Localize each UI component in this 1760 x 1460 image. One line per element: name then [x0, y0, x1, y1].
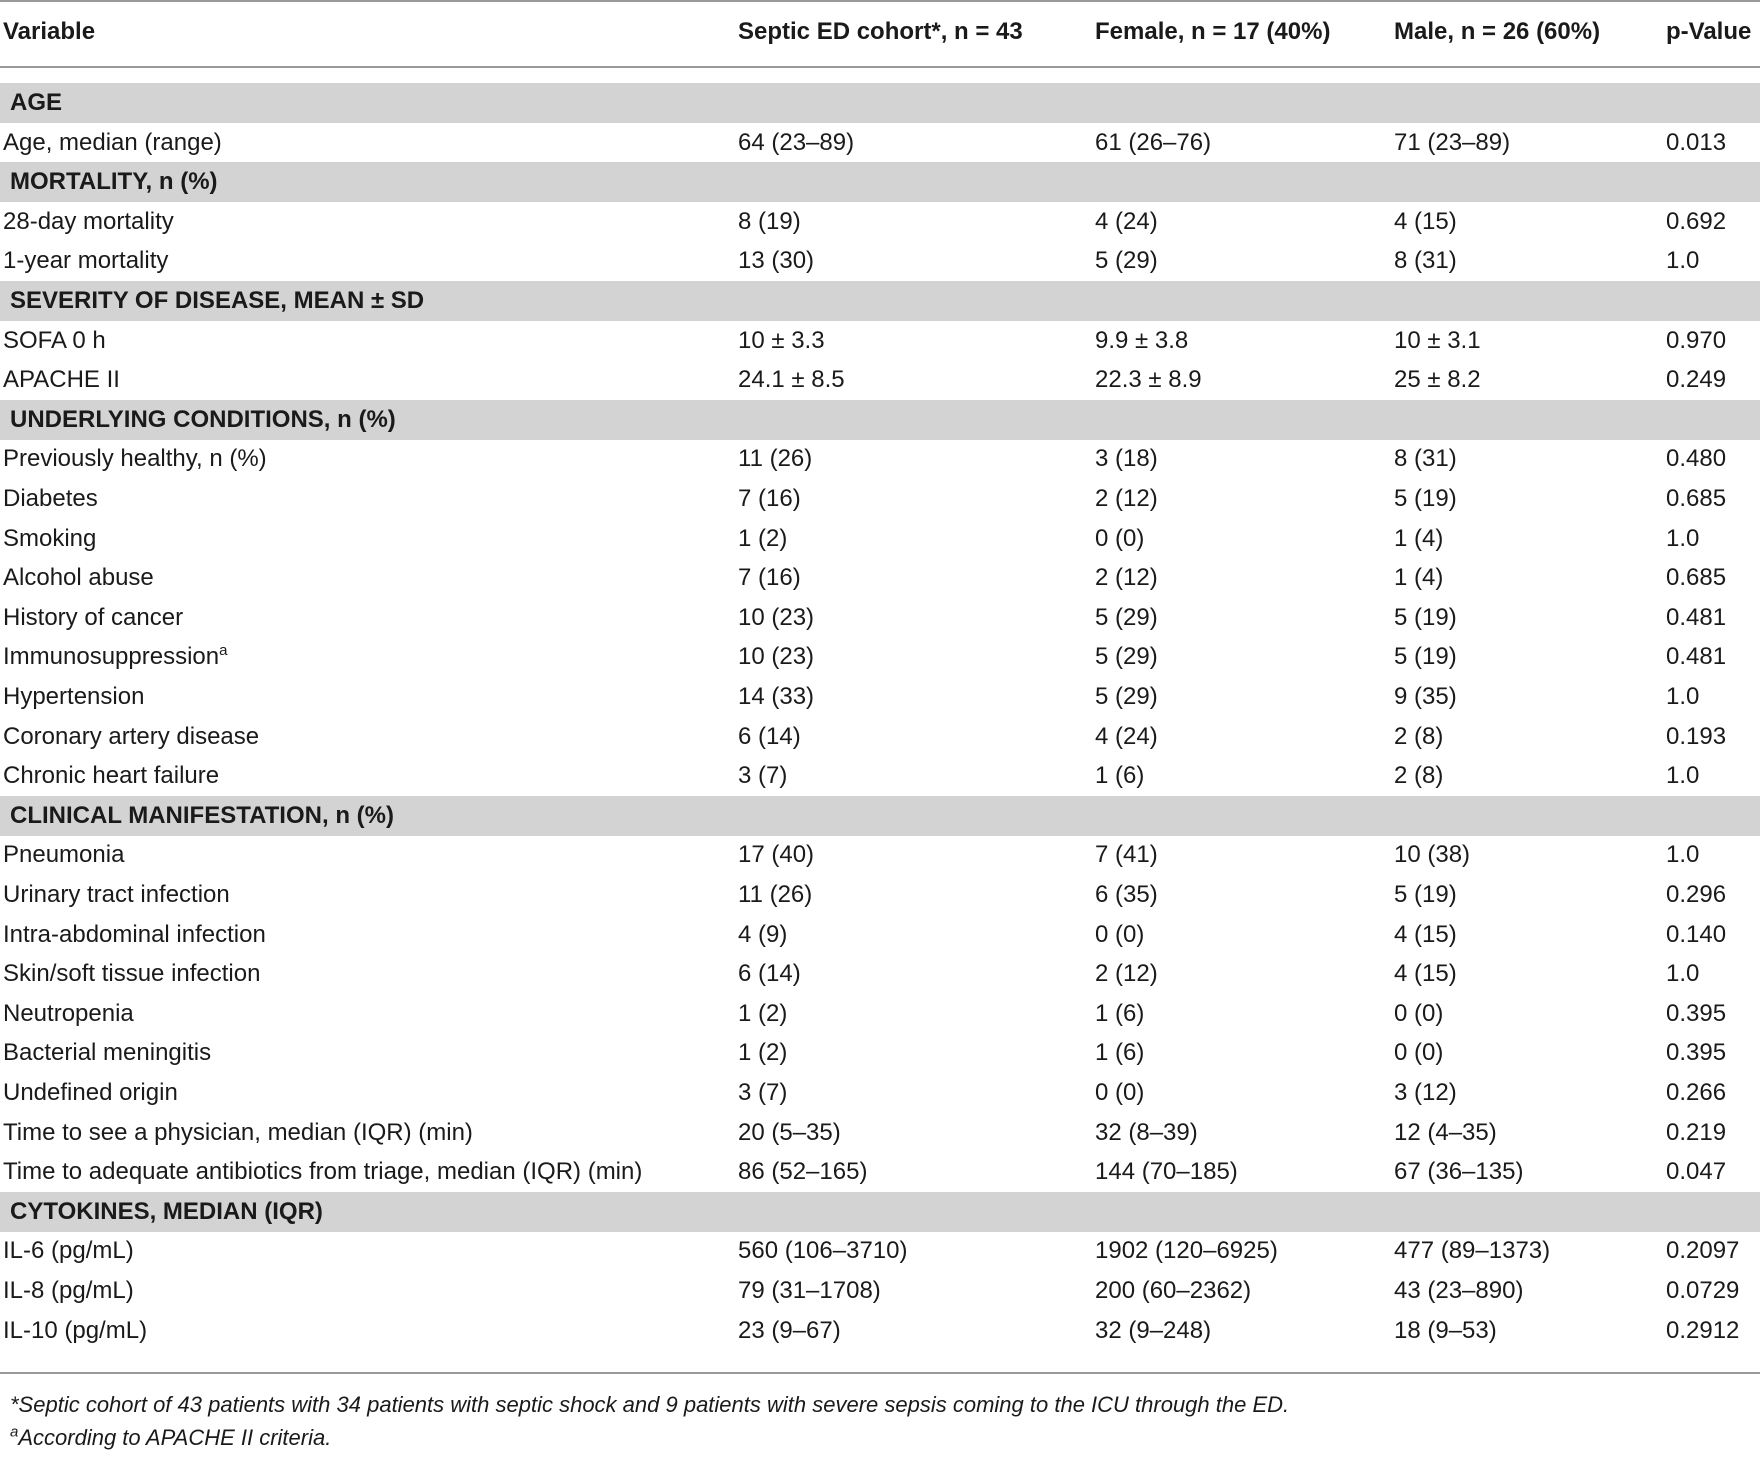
- cell-male: 18 (9–53): [1394, 1316, 1497, 1344]
- cell-variable: Coronary artery disease: [3, 722, 260, 750]
- cell-male: 1 (4): [1394, 524, 1444, 552]
- cell-variable: Skin/soft tissue infection: [3, 960, 261, 988]
- footnote-a-text: According to APACHE II criteria.: [18, 1425, 332, 1450]
- table-row: [0, 1311, 1760, 1351]
- cell-female: 0 (0): [1095, 1079, 1145, 1106]
- section-row: [0, 400, 1760, 440]
- cell-female: 9.9 ± 3.8: [1095, 326, 1189, 354]
- cell-cohort: 11 (26): [738, 445, 813, 473]
- cell-variable: Diabetes: [3, 485, 98, 512]
- cell-cohort: 6 (14): [738, 960, 801, 988]
- cell-male: 4 (15): [1394, 920, 1457, 948]
- cell-p-value: 0.047: [1666, 1158, 1727, 1186]
- bottom-rule: [0, 1372, 1760, 1374]
- cell-female: 3 (18): [1095, 445, 1158, 473]
- cell-male: 10 (38): [1394, 841, 1471, 869]
- cell-p-value: 0.2097: [1666, 1237, 1740, 1265]
- cell-female: 6 (35): [1095, 881, 1158, 908]
- cell-cohort: 1 (2): [738, 524, 788, 552]
- cell-p-value: 1.0: [1666, 683, 1700, 710]
- cell-male: 10 ± 3.1: [1394, 326, 1481, 354]
- cell-male: 0 (0): [1394, 1039, 1444, 1067]
- cell-female: 5 (29): [1095, 603, 1158, 631]
- table-row: [0, 439, 1760, 479]
- cell-variable: Intra-abdominal infection: [3, 920, 266, 948]
- cell-female: 1 (6): [1095, 1039, 1145, 1067]
- cell-male: 8 (31): [1394, 247, 1457, 275]
- cell-male: 5 (19): [1394, 881, 1457, 908]
- table-row: [0, 202, 1760, 242]
- cell-male: 2 (8): [1394, 722, 1444, 750]
- cell-cohort: 10 (23): [738, 603, 815, 631]
- header-variable: Variable: [3, 18, 96, 45]
- table-row: [0, 558, 1760, 598]
- cell-cohort: 79 (31–1708): [738, 1277, 881, 1304]
- section-label: MORTALITY, n (%): [10, 168, 218, 196]
- cell-variable: 1-year mortality: [3, 247, 169, 275]
- cell-female: 5 (29): [1095, 643, 1158, 671]
- cell-variable: Previously healthy, n (%): [3, 445, 267, 473]
- cell-p-value: 0.970: [1666, 326, 1727, 354]
- cell-variable: [3, 637, 227, 677]
- cell-variable: APACHE II: [3, 366, 120, 394]
- section-row: [0, 83, 1760, 123]
- header-rule: [0, 66, 1760, 68]
- cell-variable: Neutropenia: [3, 999, 134, 1027]
- cell-male: 25 ± 8.2: [1394, 366, 1481, 394]
- top-rule: [0, 0, 1760, 2]
- cell-cohort: 8 (19): [738, 207, 801, 235]
- header-p-value: p-Value: [1666, 18, 1752, 45]
- cell-male: 67 (36–135): [1394, 1158, 1524, 1186]
- section-row: [0, 162, 1760, 202]
- cell-cohort: 17 (40): [738, 841, 815, 869]
- cell-male: 0 (0): [1394, 999, 1444, 1027]
- section-label: UNDERLYING CONDITIONS, n (%): [10, 405, 396, 433]
- cell-variable: Urinary tract infection: [3, 881, 230, 908]
- header-male: Male, n = 26 (60%): [1394, 18, 1601, 45]
- cell-female: 4 (24): [1095, 207, 1158, 235]
- cell-variable: SOFA 0 h: [3, 326, 106, 354]
- cell-variable: Smoking: [3, 524, 97, 552]
- cell-cohort: 14 (33): [738, 683, 815, 710]
- section-row: [0, 281, 1760, 321]
- cell-p-value: 0.692: [1666, 207, 1727, 235]
- cell-variable: Time to see a physician, median (IQR) (min): [3, 1118, 473, 1146]
- table-row: [0, 677, 1760, 717]
- cell-p-value: 1.0: [1666, 524, 1700, 552]
- cell-cohort: 6 (14): [738, 722, 801, 750]
- cell-cohort: 3 (7): [738, 762, 788, 790]
- table-row: [0, 519, 1760, 559]
- cell-p-value: 0.266: [1666, 1079, 1727, 1106]
- cell-variable: History of cancer: [3, 603, 184, 631]
- cell-male: 3 (12): [1394, 1079, 1457, 1106]
- cell-p-value: 1.0: [1666, 960, 1700, 988]
- table-row: [0, 321, 1760, 361]
- cell-cohort: 1 (2): [738, 1039, 788, 1067]
- cell-female: 2 (12): [1095, 564, 1158, 592]
- cell-variable: Undefined origin: [3, 1079, 178, 1106]
- cell-cohort: 10 ± 3.3: [738, 326, 825, 354]
- table-row: [0, 241, 1760, 281]
- table-row: [0, 954, 1760, 994]
- cell-p-value: 1.0: [1666, 762, 1700, 790]
- section-label: CLINICAL MANIFESTATION, n (%): [10, 801, 394, 829]
- table-row: [0, 123, 1760, 163]
- cell-p-value: 0.481: [1666, 643, 1727, 671]
- cell-male: 5 (19): [1394, 643, 1457, 671]
- cell-male: 477 (89–1373): [1394, 1237, 1551, 1265]
- cell-variable-text: Immunosuppression: [3, 643, 220, 671]
- section-label: CYTOKINES, MEDIAN (IQR): [10, 1197, 323, 1225]
- cell-p-value: 0.219: [1666, 1118, 1727, 1146]
- cell-p-value: 1.0: [1666, 841, 1700, 869]
- cell-variable: IL-8 (pg/mL): [3, 1277, 134, 1304]
- cell-p-value: 0.0729: [1666, 1277, 1740, 1304]
- cell-cohort: 7 (16): [738, 485, 801, 512]
- cell-p-value: 0.685: [1666, 564, 1727, 592]
- table-row: [0, 994, 1760, 1034]
- header-female: Female, n = 17 (40%): [1095, 18, 1331, 45]
- table-row: [0, 637, 1760, 677]
- cell-cohort: 1 (2): [738, 999, 788, 1027]
- cell-variable: 28-day mortality: [3, 207, 174, 235]
- cell-p-value: 0.395: [1666, 999, 1727, 1027]
- header-septic-cohort: Septic ED cohort*, n = 43: [738, 18, 1023, 45]
- cell-cohort: 11 (26): [738, 881, 813, 908]
- table-row: [0, 479, 1760, 519]
- footnote-marker: a: [219, 642, 228, 660]
- cell-female: 5 (29): [1095, 247, 1158, 275]
- footnote-a-marker: a: [10, 1423, 19, 1441]
- footnote-star: *Septic cohort of 43 patients with 34 patients with septic shock and 9 patients with severe sepsis coming to the ICU through the ED.: [10, 1392, 1290, 1417]
- cell-male: 8 (31): [1394, 445, 1457, 473]
- cell-male: 5 (19): [1394, 603, 1457, 631]
- section-row: [0, 796, 1760, 836]
- section-label: AGE: [10, 89, 63, 116]
- cell-female: 0 (0): [1095, 920, 1145, 948]
- table-row: [0, 1073, 1760, 1113]
- cell-p-value: 0.013: [1666, 128, 1727, 156]
- cell-p-value: 0.480: [1666, 445, 1727, 473]
- cell-cohort: 7 (16): [738, 564, 801, 592]
- cell-cohort: 3 (7): [738, 1079, 788, 1106]
- table-row: [0, 598, 1760, 638]
- cell-variable: Time to adequate antibiotics from triage, median (IQR) (min): [3, 1158, 643, 1186]
- table-row: [0, 756, 1760, 796]
- cell-female: 5 (29): [1095, 683, 1158, 710]
- cell-p-value: 0.481: [1666, 603, 1727, 631]
- cell-male: 71 (23–89): [1394, 128, 1511, 156]
- cell-female: 32 (8–39): [1095, 1118, 1198, 1146]
- cell-variable: Pneumonia: [3, 841, 125, 869]
- table-row: [0, 1152, 1760, 1192]
- cell-female: 2 (12): [1095, 960, 1158, 988]
- cell-male: 5 (19): [1394, 485, 1457, 512]
- cell-cohort: 4 (9): [738, 920, 788, 948]
- cell-male: 43 (23–890): [1394, 1277, 1524, 1304]
- cell-cohort: 10 (23): [738, 643, 815, 671]
- cell-male: 4 (15): [1394, 207, 1457, 235]
- table-row: [0, 1271, 1760, 1311]
- table-header-row: [0, 12, 1760, 52]
- section-row: [0, 1192, 1760, 1232]
- cell-female: 200 (60–2362): [1095, 1277, 1252, 1304]
- cell-female: 1 (6): [1095, 999, 1145, 1027]
- cell-male: 2 (8): [1394, 762, 1444, 790]
- cell-female: 144 (70–185): [1095, 1158, 1238, 1186]
- cell-p-value: 1.0: [1666, 247, 1700, 275]
- cell-male: 4 (15): [1394, 960, 1457, 988]
- footnote-a: [10, 1425, 331, 1451]
- cell-variable: IL-10 (pg/mL): [3, 1316, 148, 1344]
- cell-p-value: 0.2912: [1666, 1316, 1740, 1344]
- cell-cohort: 560 (106–3710): [738, 1237, 908, 1265]
- section-label: SEVERITY OF DISEASE, MEAN ± SD: [10, 287, 425, 314]
- cell-cohort: 23 (9–67): [738, 1316, 841, 1344]
- cell-cohort: 64 (23–89): [738, 128, 855, 156]
- cell-p-value: 0.685: [1666, 485, 1727, 512]
- cell-female: 61 (26–76): [1095, 128, 1212, 156]
- cell-variable: Chronic heart failure: [3, 762, 220, 790]
- cell-female: 1902 (120–6925): [1095, 1237, 1278, 1265]
- cell-p-value: 0.140: [1666, 920, 1727, 948]
- table-row: [0, 875, 1760, 915]
- cell-variable: Bacterial meningitis: [3, 1039, 212, 1067]
- cell-female: 1 (6): [1095, 762, 1145, 790]
- cell-female: 22.3 ± 8.9: [1095, 366, 1202, 394]
- table-row: [0, 915, 1760, 955]
- cell-variable: Alcohol abuse: [3, 564, 154, 592]
- table-row: [0, 360, 1760, 400]
- cell-male: 1 (4): [1394, 564, 1444, 592]
- cell-p-value: 0.296: [1666, 881, 1727, 908]
- cell-p-value: 0.249: [1666, 366, 1727, 394]
- cell-female: 2 (12): [1095, 485, 1158, 512]
- cell-cohort: 13 (30): [738, 247, 815, 275]
- cell-p-value: 0.395: [1666, 1039, 1727, 1067]
- table-row: [0, 1113, 1760, 1153]
- cell-female: 0 (0): [1095, 524, 1145, 552]
- cell-cohort: 86 (52–165): [738, 1158, 868, 1186]
- table-row: [0, 717, 1760, 757]
- table-row: [0, 1033, 1760, 1073]
- cell-female: 4 (24): [1095, 722, 1158, 750]
- table-row: [0, 1231, 1760, 1271]
- cell-variable: IL-6 (pg/mL): [3, 1237, 134, 1265]
- cell-male: 12 (4–35): [1394, 1118, 1497, 1146]
- cell-female: 32 (9–248): [1095, 1316, 1212, 1344]
- table-row: [0, 835, 1760, 875]
- cell-male: 9 (35): [1394, 683, 1457, 710]
- cell-variable: Hypertension: [3, 683, 145, 710]
- cell-cohort: 24.1 ± 8.5: [738, 366, 845, 394]
- cell-p-value: 0.193: [1666, 722, 1727, 750]
- cell-variable: Age, median (range): [3, 128, 222, 156]
- cell-female: 7 (41): [1095, 841, 1158, 869]
- cell-cohort: 20 (5–35): [738, 1118, 841, 1146]
